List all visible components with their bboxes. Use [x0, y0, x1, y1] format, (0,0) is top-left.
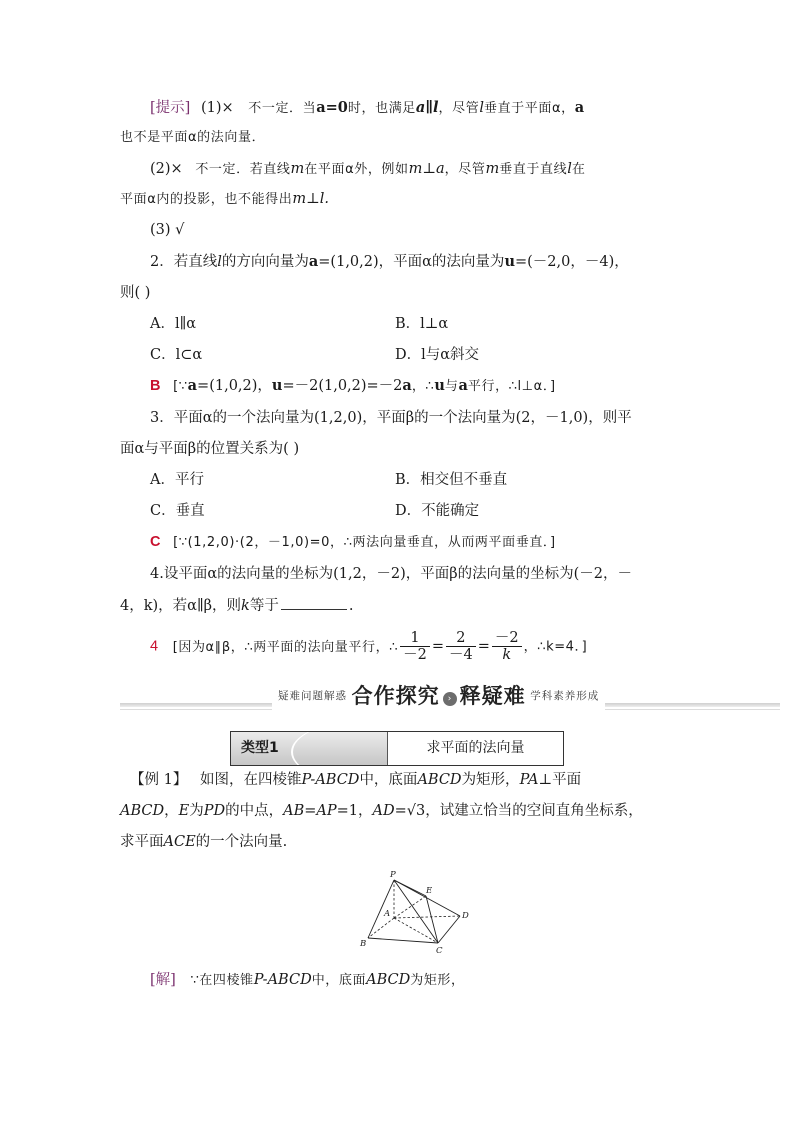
- q2-answer: B: [150, 378, 161, 394]
- type-heading-box: [230, 731, 564, 766]
- q3-option-a: A．平行: [150, 472, 204, 488]
- q3-option-b: B．相交但不垂直: [395, 472, 508, 488]
- q3-answer: C: [150, 534, 161, 550]
- example-tag: 【例 1】: [130, 772, 188, 788]
- label-e: E: [426, 886, 433, 896]
- label-a: A: [384, 909, 391, 919]
- edge-ab: [368, 918, 394, 938]
- q2-option-b: B．l⊥α: [395, 316, 449, 332]
- type-title: 求平面的法向量: [426, 740, 525, 756]
- q3-stem-line-1: 3．平面α的一个法向量为(1,2,0)，平面β的一个法向量为(2，－1,0)，则平: [150, 410, 632, 426]
- pyramid-figure: [356, 866, 476, 956]
- solution-tag: [解]: [150, 972, 176, 988]
- q2-option-c: C．l⊂α: [150, 347, 203, 363]
- edge-cd: [438, 916, 460, 943]
- q4-stem-line-2: 4，k)，若α∥β，则k等于 .: [120, 595, 353, 616]
- edge-pe: [394, 880, 426, 896]
- type-label: 类型1: [231, 732, 388, 765]
- example-line-1: 【例 1】 如图，在四棱锥P-ABCD中，底面ABCD为矩形，PA⊥平面: [130, 772, 582, 788]
- label-c: C: [436, 946, 443, 956]
- solution-line-1: [解] ∵在四棱锥P-ABCD中，底面ABCD为矩形，: [150, 972, 465, 988]
- q2-solution: B [∵a=(1,0,2)，u=－2(1,0,2)=－2a，∴u与a平行，∴l⊥α．]: [150, 377, 556, 394]
- fraction-1: $\frac{1}{-2}$: [400, 630, 430, 663]
- q4-answer: 4: [150, 638, 159, 655]
- q2-stem-line-1: 2．若直线l的方向向量为a=(1,0,2)，平面α的法向量为u=(－2,0，－4)，: [150, 253, 629, 270]
- edge-ac: [394, 918, 438, 943]
- fraction-2: $\frac{2}{-4}$: [446, 630, 476, 663]
- edge-ae: [394, 896, 426, 918]
- q3-stem-line-2: 面α与平面β的位置关系为( ): [120, 441, 300, 457]
- hint-line-1: [提示] (1)× 不一定．当a=0时，也满足a∥l，尽管l垂直于平面α，a: [150, 99, 585, 116]
- hint-line-4: 平面α内的投影，也不能得出m⊥l.: [120, 191, 330, 207]
- edge-bc: [368, 938, 438, 943]
- answer-blank: [281, 595, 347, 610]
- hint-item-1-num: (1)×: [200, 100, 234, 116]
- label-b: B: [360, 939, 367, 949]
- section-banner: [120, 680, 780, 714]
- q2-option-a: A．l∥α: [150, 316, 197, 332]
- q3-option-d: D．不能确定: [395, 503, 480, 519]
- banner-title: $^{疑难问题解惑}$ 合作探究 › 释疑难 $^{学科素养形成}$: [272, 680, 605, 710]
- hint-tag: [提示]: [150, 100, 191, 116]
- q2-option-d: D．l与α斜交: [395, 347, 480, 363]
- example-line-3: 求平面ACE的一个法向量.: [120, 834, 288, 850]
- example-line-2: ABCD，E为PD的中点，AB=AP=1，AD=√3，试建立恰当的空间直角坐标系，: [120, 803, 643, 819]
- chevron-right-icon: ›: [443, 692, 457, 706]
- q3-option-c: C．垂直: [150, 503, 205, 519]
- hint-item-3: (3) √: [150, 222, 185, 238]
- label-d: D: [462, 911, 469, 921]
- edge-ad: [394, 916, 460, 918]
- hint-line-2: 也不是平面α的法向量．: [120, 130, 266, 145]
- fraction-3: $\frac{-2}{k}$: [492, 630, 522, 663]
- q4-solution: 4 [因为α∥β，∴两平面的法向量平行，∴ $\frac{1}{-2}$ = $\frac{2}{-4}$ = $\frac{-2}{k}$ ，∴k=4．]: [150, 630, 588, 663]
- q4-stem-line-1: 4.设平面α的法向量的坐标为(1,2，－2)，平面β的法向量的坐标为(－2，－: [150, 566, 632, 582]
- hint-line-3: (2)× 不一定．若直线m在平面α外，例如m⊥a，尽管m垂直于直线l在: [150, 161, 586, 177]
- q3-solution: C [∵(1,2,0)·(2，－1,0)=0，∴两法向量垂直，从而两平面垂直．]: [150, 534, 556, 550]
- q2-stem-line-2: 则( ): [120, 285, 151, 301]
- label-p: P: [390, 870, 396, 880]
